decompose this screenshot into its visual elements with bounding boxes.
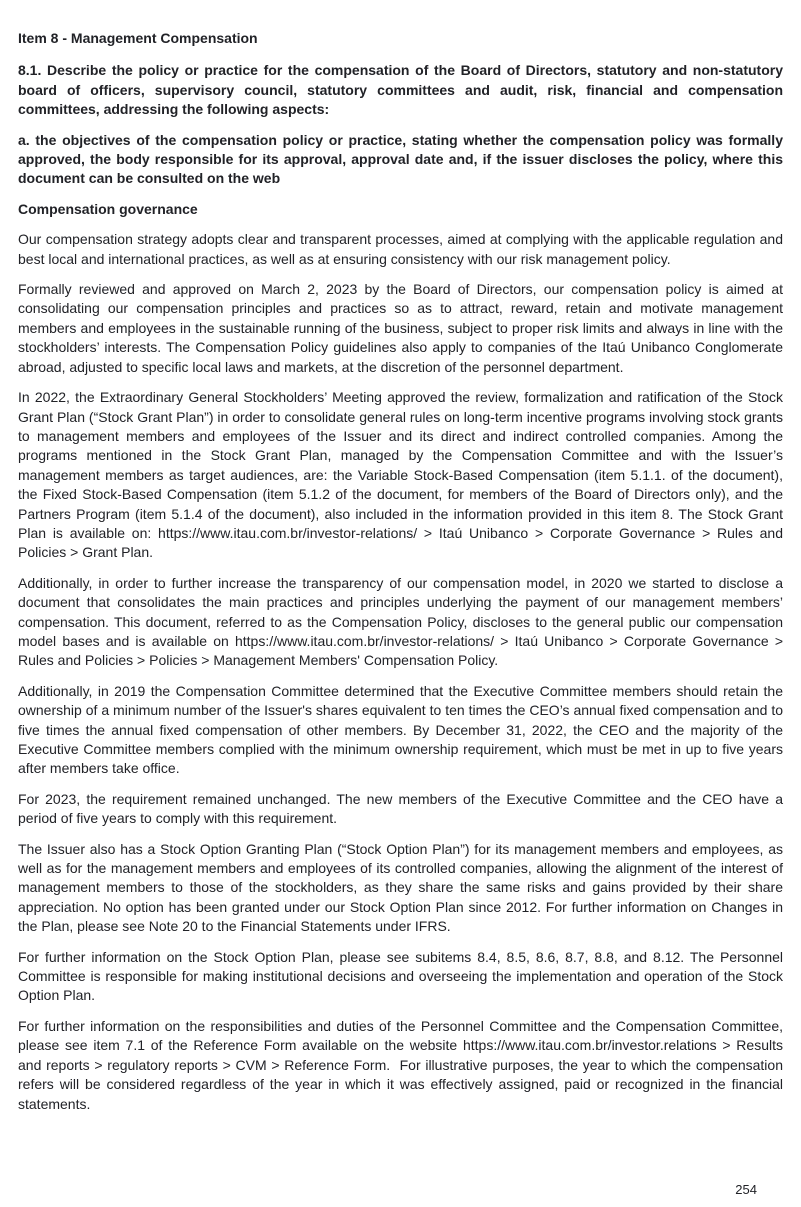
question-a: a. the objectives of the compensation policy or practice, stating whether the compensation policy was formally approved, the body responsible for its approval, approval date and, if the issuer discloses the policy, where this document can be consulted on the web bbox=[18, 131, 783, 187]
body-paragraph-stock-grant-plan: In 2022, the Extraordinary General Stockholders’ Meeting approved the review, formalization and ratification of the Stock Grant Plan (“Stock Grant Plan”) in order to consolidate general rules on long-term incentive programs involving stock grants to management members and employees of the Issuer and its direct and indirect controlled companies. Among the programs mentioned in the Stock Grant Plan, managed by the Compensation Committee and with the Issuer’s management members as target audiences, are: the Variable Stock-Based Compensation (item 5.1.1. of the document), the Fixed Stock-Based Compensation (item 5.1.2 of the document, for members of the Board of Directors only), and the Partners Program (item 5.1.4 of the document), also included in the information provided in this item 8. The Stock Grant Plan is available on: https://www.itau.com.br/investor-relations/ > Itaú Unibanco > Corporate Governance > Rules and Policies > Grant Plan. bbox=[18, 389, 783, 561]
item-heading: Item 8 - Management Compensation bbox=[18, 30, 258, 46]
compensation-governance-subheading: Compensation governance bbox=[18, 200, 198, 217]
question-8-1: 8.1. Describe the policy or practice for the compensation of the Board of Directors, statutory and non-statutory board of officers, supervisory council, statutory committees and audit, risk, financial and compensation committees, addressing the following aspects: bbox=[18, 62, 783, 118]
page-number: 254 bbox=[735, 1182, 757, 1197]
body-paragraph-2023-requirement: For 2023, the requirement remained unchanged. The new members of the Executive Committee and the CEO have a period of five years to comply with this requirement. bbox=[18, 790, 783, 827]
body-paragraph-subitems-reference: For further information on the Stock Option Plan, please see subitems 8.4, 8.5, 8.6, 8.7, 8.8, and 8.12. The Personnel Committee is responsible for making institutional decisions and overseeing the implementation and operation of the Stock Option Plan. bbox=[18, 948, 783, 1004]
body-paragraph-policy-approval: Formally reviewed and approved on March 2, 2023 by the Board of Directors, our compensation policy is aimed at consolidating our compensation principles and practices so as to attract, reward, retain and motivate management members and employees in the sustainable running of the business, subject to proper risk limits and always in line with the stockholders’ interests. The Compensation Policy guidelines also apply to companies of the Itaú Unibanco Conglomerate abroad, adjusted to specific local laws and markets, at the discretion of the personnel department. bbox=[18, 281, 783, 375]
body-paragraph-stock-option-plan: The Issuer also has a Stock Option Granting Plan (“Stock Option Plan”) for its management members and employees, as well as for the management members and employees of its controlled companies, allowing the alignment of the interest of management members to those of the stockholders, as they share the same risks and gains provided by their share appreciation. No option has been granted under our Stock Option Plan since 2012. For further information on Changes in the Plan, please see Note 20 to the Financial Statements under IFRS. bbox=[18, 840, 783, 935]
body-paragraph-compensation-policy-disclosure: Additionally, in order to further increase the transparency of our compensation model, in 2020 we started to disclose a document that consolidates the main practices and principles underlying the payment of our management members’ compensation. This document, referred to as the Compensation Policy, discloses to the general public our compensation model bases and is available on https://www.itau.com.br/investor-relations/ > Itaú Unibanco > Corporate Governance > Rules and Policies > Policies > Management Members' Compensation Policy. bbox=[18, 574, 783, 669]
body-paragraph-personnel-committee-duties: For further information on the responsibilities and duties of the Personnel Committee and the Compensation Committee, please see item 7.1 of the Reference Form available on the website https://www.itau.com.br/investor.relations > Results and reports > regulatory reports > CVM > Reference Form. For illustrative purposes, the year to which the compensation refers will be considered regardless of the year in which it was effectively assigned, paid or recognized in the financial statements. bbox=[18, 1017, 783, 1112]
body-paragraph-ownership-requirement: Additionally, in 2019 the Compensation Committee determined that the Executive Committee members should retain the ownership of a minimum number of the Issuer's shares equivalent to ten times the CEO’s annual fixed compensation and to five times the annual fixed compensation of other members. By December 31, 2022, the CEO and the majority of the Executive Committee members complied with the minimum ownership requirement, which must be met in up to five years after members take office. bbox=[18, 682, 783, 777]
body-paragraph-strategy: Our compensation strategy adopts clear and transparent processes, aimed at complying with the applicable regulation and best local and international practices, as well as at ensuring consistency with our risk management policy. bbox=[18, 231, 783, 267]
